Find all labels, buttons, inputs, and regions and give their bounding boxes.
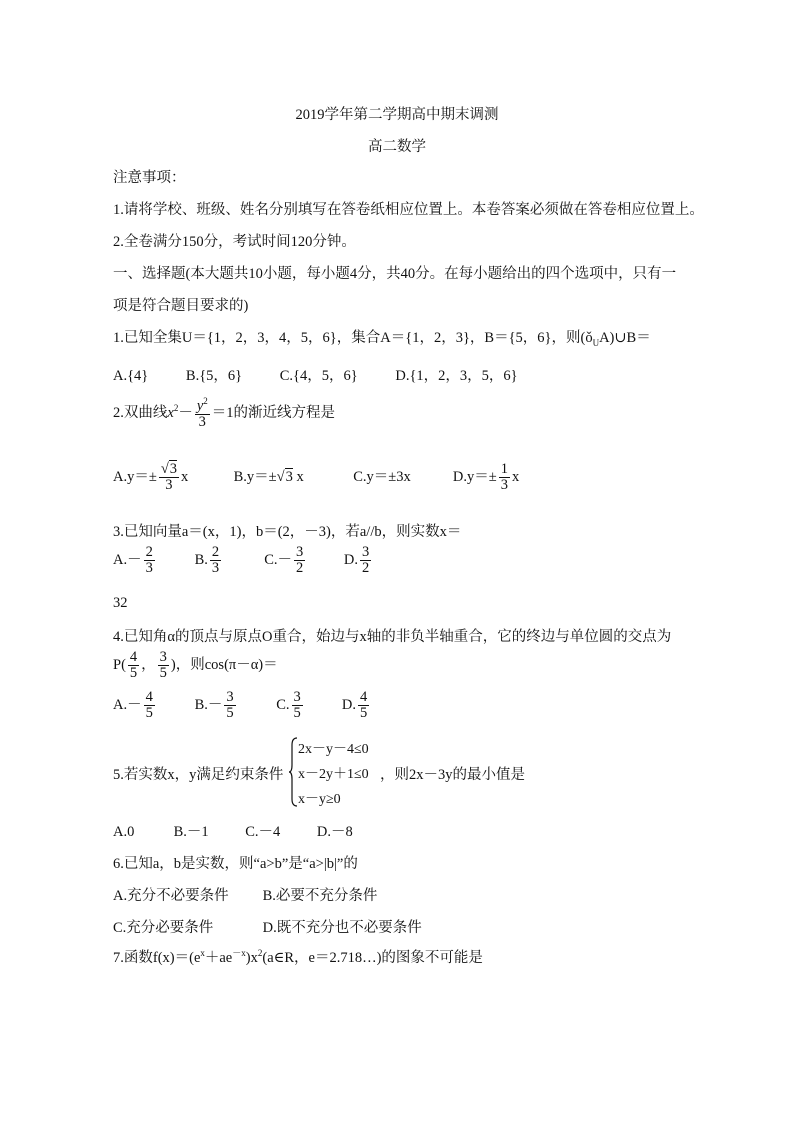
question-6-options-row2 [113, 916, 422, 937]
option-d: D.既不充分也不必要条件 [262, 920, 422, 936]
q2-optA-frac: $\frac{√3}{3}$ [160, 461, 178, 494]
question-1-options [113, 364, 552, 385]
q2-y-exponent: 2 [203, 396, 208, 406]
question-6-stem: 6.已知a，b是实数，则“a>b”是“a>|b|”的 [113, 856, 358, 872]
question-6-options-row1 [113, 884, 377, 905]
q2-tail: ＝1的渐近线方程是 [211, 405, 335, 422]
option-b [234, 465, 350, 486]
exam-subject: 高二数学 [368, 139, 426, 155]
exam-title: 2019学年第二学期高中期末调测 [295, 107, 499, 123]
option-c: C.充分必要条件 [113, 920, 214, 936]
q2-optD-post: x [511, 469, 520, 486]
q2-minus: － [178, 405, 193, 422]
option-c: C.－ $\frac{3}{2}$ [264, 544, 304, 577]
q1-stem-sub: U [592, 337, 600, 348]
section-heading-cont: 项是符合题目要求的) [113, 298, 249, 314]
notes-heading: 注意事项： [113, 170, 186, 186]
q2-den: 3 [198, 414, 206, 431]
q2-fraction [195, 397, 210, 430]
q1-stem-tail: A)∪B＝ [599, 330, 651, 346]
q2-y: y [196, 398, 204, 414]
question-4-stem: 4.已知角α的顶点与原点O重合，始边与x轴的非负半轴重合，它的终边与单位圆的交点为 [113, 629, 672, 645]
question-2-stem [113, 397, 335, 430]
option-a: A.－ $\frac{4}{5}$ [113, 689, 153, 722]
question-3-stem: 3.已知向量a＝(x，1)，b＝(2，－3)，若a//b，则实数x＝ [113, 524, 462, 540]
option-d: D.{1，2，3，5，6} [395, 368, 518, 384]
q2-optB-pre: B.y＝± [233, 469, 277, 486]
option-b: B.－1 [173, 824, 209, 840]
option-c: C. $\frac{3}{5}$ [276, 689, 301, 722]
sqrt-icon: √3 [276, 469, 293, 486]
question-5-stem-post: ，则2x－3y的最小值是 [380, 767, 525, 783]
q2-prefix: 2.双曲线 [113, 405, 168, 422]
question-4-point: P( $\frac{4}{5}$ ， $\frac{3}{5}$ )，则cos(π－α)＝ [113, 649, 278, 682]
sqrt-icon: √3 [160, 461, 178, 477]
left-brace-icon [288, 737, 298, 807]
option-d: D. $\frac{4}{5}$ [341, 689, 368, 722]
note-item: 1.请将学校、班级、姓名分别填写在答卷纸相应位置上。本卷答案必须做在答卷相应位置上。 [113, 202, 704, 218]
option-b: B.必要不充分条件 [262, 888, 378, 904]
option-a [113, 462, 230, 493]
constraint-1: 2x－y－4≤0 [298, 742, 369, 757]
question-5-options [113, 820, 463, 841]
option-b: B.{5，6} [185, 368, 243, 384]
constraint-3: x－y≥0 [298, 792, 341, 807]
option-a: A.0 [113, 824, 135, 840]
q2-optD-frac: $\frac{1}{3}$ [500, 461, 508, 494]
option-a: A.充分不必要条件 [113, 888, 229, 904]
option-c: C.－4 [245, 824, 281, 840]
question-7-stem: 7.函数$f(x)=(e^x+ae^{-x})x^2(a\in R$，e＝2.718…)的图象不可能是 [113, 948, 483, 966]
option-c: C.{4，5，6} [279, 368, 358, 384]
option-d [453, 462, 599, 493]
question-5-stem-pre: 5.若实数x，y满足约束条件 [113, 767, 284, 783]
stray-text: 32 [113, 595, 128, 611]
option-b: B. $\frac{2}{3}$ [194, 544, 220, 577]
question-1-stem [113, 326, 651, 348]
option-d: D.－8 [316, 824, 353, 840]
question-3-options [113, 545, 490, 576]
q1-stem-text: 1.已知全集U＝{1，2，3，4，5，6}，集合A＝{1，2，3}，B＝{5，6}，则(ǒ [113, 330, 593, 346]
q2-optD-pre: D.y＝± [452, 469, 497, 486]
constraint-2: x－2y＋1≤0 [298, 767, 369, 782]
question-2-options [113, 462, 599, 493]
option-a: A.－ $\frac{2}{3}$ [113, 544, 153, 577]
option-b: B.－ $\frac{3}{5}$ [194, 689, 234, 722]
note-item: 2.全卷满分150分，考试时间120分钟。 [113, 234, 356, 250]
option-a: A.{4} [113, 368, 149, 384]
option-c: C.y＝±3x [353, 469, 411, 486]
q2-optB-post: x [296, 469, 304, 486]
section-heading: 一、选择题(本大题共10小题，每小题4分，共40分。在每小题给出的四个选项中，只有一 [113, 266, 677, 282]
q2-optA-pre: A.y＝± [113, 469, 157, 486]
option-d: D. $\frac{3}{2}$ [343, 544, 370, 577]
q2-optA-post: x [181, 469, 189, 486]
q2-x-exponent: 2 [173, 403, 179, 414]
question-4-options [113, 690, 488, 721]
q2-x: x [167, 405, 174, 422]
